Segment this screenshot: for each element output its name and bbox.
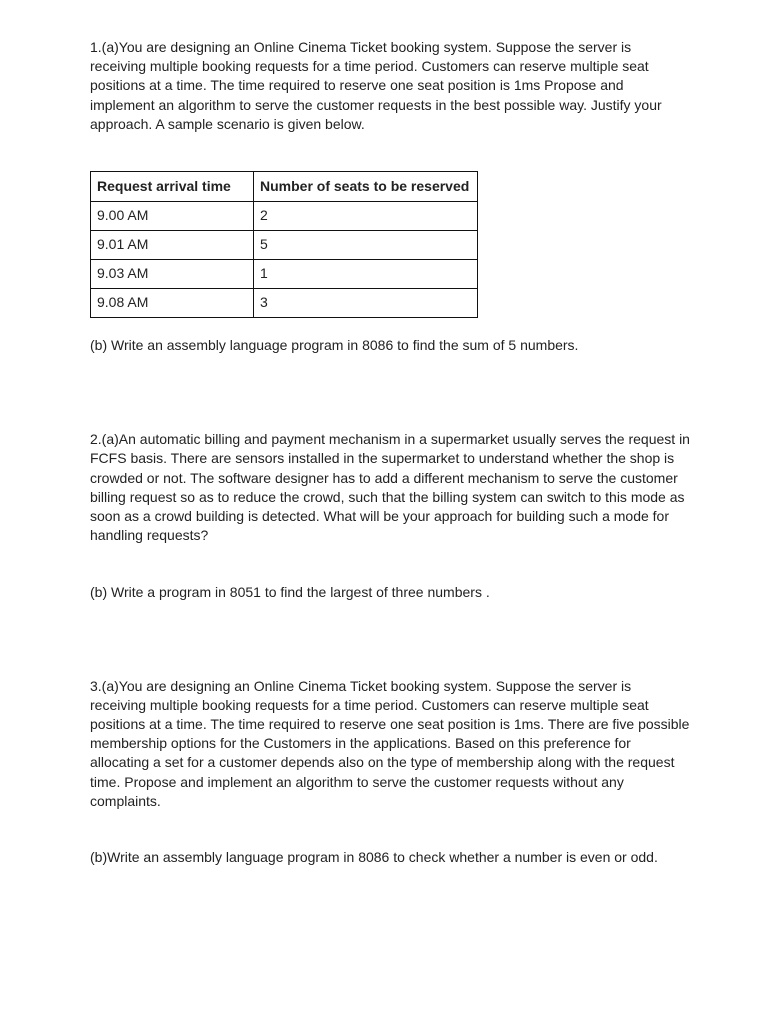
question-2b: (b) Write a program in 8051 to find the largest of three numbers . <box>90 584 490 601</box>
cell-arrival-time: 9.03 AM <box>91 260 254 289</box>
document-page <box>90 38 690 867</box>
cell-arrival-time: 9.01 AM <box>91 231 254 260</box>
table-row <box>91 289 478 318</box>
table-row <box>91 260 478 289</box>
question-2a: 2.(a)An automatic billing and payment mechanism in a supermarket usually serves the request in FCFS basis. There are sensors installed in the supermarket to understand whether the shop is crowded or not. The software designer has to add a different mechanism to serve the customer billing request so as to reduce the crowd, such that the billing system can switch to this mode as soon as a crowd building is detected. What will be your approach for building such a mode for handling requests? <box>90 431 690 544</box>
table-row <box>91 231 478 260</box>
cell-arrival-time: 9.00 AM <box>91 202 254 231</box>
question-3b: (b)Write an assembly language program in 8086 to check whether a number is even or odd. <box>90 849 658 866</box>
question-1b: (b) Write an assembly language program in 8086 to find the sum of 5 numbers. <box>90 337 579 354</box>
question-3a: 3.(a)You are designing an Online Cinema Ticket booking system. Suppose the server is receiving multiple booking requests for a time period. Customers can reserve multiple seat positions at a time. The time required to reserve one seat position is 1ms. There are five possible membership options for the Customers in the applications. Based on this preference for allocating a set for a customer depends also on the type of membership along with the request time. Propose and implement an algorithm to serve the customer requests without any complaints. <box>90 677 690 809</box>
booking-requests-table <box>90 171 478 318</box>
header-request-arrival-time: Request arrival time <box>91 172 254 202</box>
cell-seat-count: 3 <box>254 289 478 318</box>
cell-seat-count: 1 <box>254 260 478 289</box>
cell-arrival-time: 9.08 AM <box>91 289 254 318</box>
cell-seat-count: 5 <box>254 231 478 260</box>
table-header-row <box>91 172 478 202</box>
question-1a: 1.(a)You are designing an Online Cinema Ticket booking system. Suppose the server is receiving multiple booking requests for a time period. Customers can reserve multiple seat positions at a time. The time required to reserve one seat position is 1ms Propose and implement an algorithm to serve the customer requests in the best possible way. Justify your approach. A sample scenario is given below. <box>90 39 662 132</box>
cell-seat-count: 2 <box>254 202 478 231</box>
table-row <box>91 202 478 231</box>
header-number-of-seats: Number of seats to be reserved <box>254 172 478 202</box>
